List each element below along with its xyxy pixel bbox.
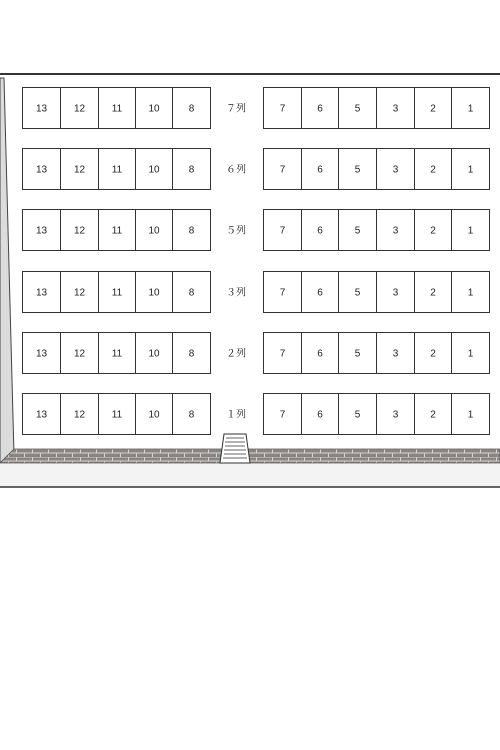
parking-row xyxy=(23,210,490,251)
parking-rows xyxy=(23,88,490,435)
parking-slot[interactable] xyxy=(173,210,211,251)
parking-slot[interactable] xyxy=(264,333,302,374)
parking-slot[interactable] xyxy=(339,210,377,251)
slot-number: 11 xyxy=(111,287,123,299)
parking-slot[interactable] xyxy=(99,149,136,190)
slot-number: 5 xyxy=(354,103,361,115)
slot-number: 3 xyxy=(392,348,399,360)
parking-slot[interactable] xyxy=(452,149,490,190)
parking-slot[interactable] xyxy=(415,149,452,190)
parking-slot[interactable] xyxy=(452,333,490,374)
slot-number: 13 xyxy=(35,409,48,421)
slot-number: 2 xyxy=(430,287,436,299)
parking-slot[interactable] xyxy=(136,149,173,190)
parking-slot[interactable] xyxy=(173,149,211,190)
slot-number: 6 xyxy=(317,164,323,176)
slot-number: 6 xyxy=(317,409,323,421)
parking-row xyxy=(23,272,490,313)
slot-number: 6 xyxy=(317,225,323,237)
parking-row xyxy=(23,394,490,435)
parking-slot[interactable] xyxy=(23,394,61,435)
slot-number: 10 xyxy=(148,103,160,115)
slot-number: 7 xyxy=(279,409,286,421)
parking-slot[interactable] xyxy=(264,272,302,313)
parking-slot[interactable] xyxy=(339,88,377,129)
parking-slot[interactable] xyxy=(302,149,339,190)
parking-slot[interactable] xyxy=(61,88,99,129)
parking-slot[interactable] xyxy=(136,394,173,435)
slot-number: 10 xyxy=(148,164,160,176)
slot-number: 11 xyxy=(111,225,123,237)
slot-number: 10 xyxy=(148,225,160,237)
parking-slot[interactable] xyxy=(415,88,452,129)
slot-number: 1 xyxy=(467,409,474,421)
slot-number: 3 xyxy=(392,164,399,176)
parking-slot[interactable] xyxy=(136,272,173,313)
parking-slot[interactable] xyxy=(452,394,490,435)
parking-slot[interactable] xyxy=(302,333,339,374)
parking-row xyxy=(23,88,490,129)
parking-slot[interactable] xyxy=(61,333,99,374)
parking-slot[interactable] xyxy=(23,272,61,313)
entrance-stairs xyxy=(220,434,250,463)
parking-slot[interactable] xyxy=(136,210,173,251)
parking-slot[interactable] xyxy=(302,394,339,435)
slot-number: 12 xyxy=(73,225,86,237)
parking-slot[interactable] xyxy=(339,149,377,190)
row-label: １列 xyxy=(226,409,246,421)
slot-number: 13 xyxy=(35,103,48,115)
slot-number: 8 xyxy=(188,164,195,176)
parking-slot[interactable] xyxy=(377,333,415,374)
row-label: ２列 xyxy=(226,348,246,360)
slot-number: 7 xyxy=(279,287,286,299)
slot-number: 1 xyxy=(467,103,474,115)
slot-number: 10 xyxy=(148,348,160,360)
slot-number: 5 xyxy=(354,164,361,176)
parking-slot[interactable] xyxy=(377,149,415,190)
slot-number: 3 xyxy=(392,287,399,299)
parking-slot[interactable] xyxy=(99,394,136,435)
parking-slot[interactable] xyxy=(23,333,61,374)
row-label: ５列 xyxy=(226,225,246,237)
parking-slot[interactable] xyxy=(61,272,99,313)
slot-number: 5 xyxy=(354,409,361,421)
parking-slot[interactable] xyxy=(452,88,490,129)
parking-slot[interactable] xyxy=(302,272,339,313)
parking-slot[interactable] xyxy=(173,394,211,435)
parking-slot[interactable] xyxy=(302,88,339,129)
slot-number: 1 xyxy=(467,348,474,360)
parking-slot[interactable] xyxy=(339,272,377,313)
slot-number: 6 xyxy=(317,103,323,115)
slot-number: 7 xyxy=(279,164,286,176)
parking-slot[interactable] xyxy=(339,333,377,374)
slot-number: 10 xyxy=(148,409,160,421)
left-boundary-wall xyxy=(0,78,14,463)
parking-slot[interactable] xyxy=(23,210,61,251)
parking-slot[interactable] xyxy=(415,210,452,251)
slot-number: 12 xyxy=(73,348,86,360)
parking-slot[interactable] xyxy=(173,333,211,374)
slot-number: 5 xyxy=(354,348,361,360)
slot-number: 8 xyxy=(188,409,195,421)
slot-number: 12 xyxy=(73,287,86,299)
parking-slot[interactable] xyxy=(99,210,136,251)
slot-number: 12 xyxy=(73,409,86,421)
slot-number: 1 xyxy=(467,164,474,176)
parking-slot[interactable] xyxy=(377,88,415,129)
slot-number: 13 xyxy=(35,225,48,237)
parking-slot[interactable] xyxy=(264,88,302,129)
slot-number: 2 xyxy=(430,103,436,115)
slot-number: 5 xyxy=(354,287,361,299)
parking-slot[interactable] xyxy=(61,210,99,251)
slot-number: 3 xyxy=(392,103,399,115)
slot-number: 8 xyxy=(188,225,195,237)
parking-slot[interactable] xyxy=(61,394,99,435)
slot-number: 1 xyxy=(467,225,474,237)
parking-slot[interactable] xyxy=(99,272,136,313)
slot-number: 6 xyxy=(317,287,323,299)
slot-number: 7 xyxy=(279,103,286,115)
parking-slot[interactable] xyxy=(415,394,452,435)
slot-number: 7 xyxy=(279,348,286,360)
parking-slot[interactable] xyxy=(302,210,339,251)
slot-number: 13 xyxy=(35,287,48,299)
parking-slot[interactable] xyxy=(61,149,99,190)
parking-row xyxy=(23,149,490,190)
parking-slot[interactable] xyxy=(264,210,302,251)
slot-number: 1 xyxy=(467,287,474,299)
parking-slot[interactable] xyxy=(415,333,452,374)
parking-row xyxy=(23,333,490,374)
parking-slot[interactable] xyxy=(99,88,136,129)
parking-slot[interactable] xyxy=(264,394,302,435)
slot-number: 13 xyxy=(35,348,48,360)
slot-number: 7 xyxy=(279,225,286,237)
parking-slot[interactable] xyxy=(452,210,490,251)
parking-slot[interactable] xyxy=(173,272,211,313)
parking-slot[interactable] xyxy=(136,88,173,129)
parking-slot[interactable] xyxy=(136,333,173,374)
parking-slot[interactable] xyxy=(377,272,415,313)
slot-number: 3 xyxy=(392,409,399,421)
slot-number: 10 xyxy=(148,287,160,299)
slot-number: 6 xyxy=(317,348,323,360)
parking-slot[interactable] xyxy=(415,272,452,313)
slot-number: 11 xyxy=(111,409,123,421)
parking-slot[interactable] xyxy=(452,272,490,313)
parking-slot[interactable] xyxy=(23,88,61,129)
slot-number: 3 xyxy=(392,225,399,237)
slot-number: 8 xyxy=(188,287,195,299)
slot-number: 11 xyxy=(111,164,123,176)
slot-number: 11 xyxy=(111,103,123,115)
slot-number: 8 xyxy=(188,348,195,360)
parking-slot[interactable] xyxy=(377,210,415,251)
parking-slot[interactable] xyxy=(339,394,377,435)
slot-number: 11 xyxy=(111,348,123,360)
parking-slot[interactable] xyxy=(173,88,211,129)
slot-number: 5 xyxy=(354,225,361,237)
slot-number: 13 xyxy=(35,164,48,176)
parking-slot[interactable] xyxy=(99,333,136,374)
slot-number: 12 xyxy=(73,164,86,176)
slot-number: 12 xyxy=(73,103,86,115)
slot-number: 8 xyxy=(188,103,195,115)
row-label: ７列 xyxy=(226,103,246,115)
row-label: ６列 xyxy=(226,164,246,176)
row-label: ３列 xyxy=(226,287,246,299)
parking-slot[interactable] xyxy=(264,149,302,190)
slot-number: 2 xyxy=(430,225,436,237)
sidewalk-strip xyxy=(0,463,500,487)
parking-slot[interactable] xyxy=(23,149,61,190)
slot-number: 2 xyxy=(430,348,436,360)
slot-number: 2 xyxy=(430,164,436,176)
parking-slot[interactable] xyxy=(377,394,415,435)
slot-number: 2 xyxy=(430,409,436,421)
